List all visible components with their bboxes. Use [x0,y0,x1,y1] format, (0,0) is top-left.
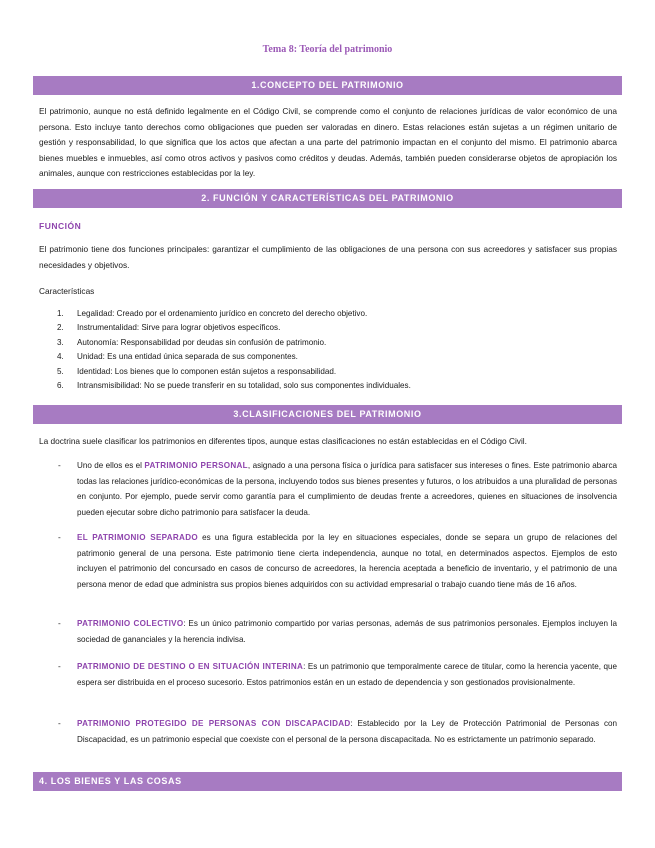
item-post: : Establecido por la Ley de Protección Patrimonial de Personas con Discapacidad, es un patrimonio especial que coexiste con el personal de la persona discapacitada. No es estrictamente un patrimonio separado. [77,719,617,744]
list-number: 4. [57,352,64,362]
bullet-dash: - [58,460,61,470]
list-number: 2. [57,323,64,333]
item-highlight: PATRIMONIO PROTEGIDO DE PERSONAS CON DISCAPACIDAD [77,719,351,728]
list-number: 5. [57,366,64,376]
section-4-header: 4. LOS BIENES Y LAS COSAS [33,772,622,791]
document-title: Tema 8: Teoría del patrimonio [262,44,393,55]
classification-text [77,458,617,520]
funcion-subheading: FUNCIÓN [39,221,82,231]
list-item [57,350,617,364]
item-post: : Es un único patrimonio compartido por varias personas, además de sus patrimonios personales. Ejemplos incluyen la sociedad de gananciales y la herencia indivisa. [77,619,617,644]
classification-text [77,530,617,592]
item-highlight: PATRIMONIO PERSONAL [144,461,248,470]
list-text: Identidad: Los bienes que lo componen están sujetos a responsabilidad. [77,366,337,376]
classification-item-personal [58,458,617,520]
list-item [57,365,617,379]
caracteristicas-list [57,307,617,393]
classification-item-colectivo [58,616,617,647]
list-text: Intransmisibilidad: No se puede transferir en su totalidad, solo sus componentes individuales. [77,381,411,391]
bullet-dash: - [58,532,61,542]
bullet-dash: - [58,661,61,671]
list-text: Legalidad: Creado por el ordenamiento jurídico en concreto del derecho objetivo. [77,309,368,318]
section-3-header: 3.CLASIFICACIONES DEL PATRIMONIO [33,405,622,424]
list-text: Unidad: Es una entidad única separada de sus componentes. [77,352,298,362]
list-item [57,307,617,321]
funcion-paragraph: El patrimonio tiene dos funciones principales: garantizar el cumplimiento de las obligaciones de una persona con sus acreedores y satisfacer sus propias necesidades y objetivos. [39,244,617,270]
item-pre: Uno de ellos es el [77,461,145,470]
classification-text [77,659,617,690]
section-2-header: 2. FUNCIÓN Y CARACTERÍSTICAS DEL PATRIMONIO [33,189,622,208]
item-highlight: PATRIMONIO COLECTIVO [77,619,184,628]
bullet-dash: - [58,718,61,728]
classification-item-protegido [58,716,617,747]
list-text: Instrumentalidad: Sirve para lograr objetivos específicos. [77,323,281,333]
list-number: 1. [57,309,64,318]
item-highlight: EL PATRIMONIO SEPARADO [77,533,198,542]
section-1-paragraph: El patrimonio, aunque no está definido legalmente en el Código Civil, se comprende como el conjunto de relaciones jurídicas de valor económico de una persona. Esto incluye tanto derechos como obligaciones que pueden ser valoradas en dinero. Estas relaciones están sujetas a un régimen unitario de gestión y responsabilidad, lo que significa que los actos que afectan a una parte del patrimonio impactan en el conjunto del mismo. El patrimonio abarca bienes muebles e inmuebles, así como otros activos y pasivos como créditos y deudas. Además, también pueden considerarse objetos de apropiación los animales, aunque con restricciones establecidas por la ley. [39,106,617,179]
list-item [57,336,617,350]
list-item [57,321,617,335]
section-1-header: 1.CONCEPTO DEL PATRIMONIO [33,76,622,95]
item-highlight: PATRIMONIO DE DESTINO O EN SITUACIÓN INTERINA [77,662,304,671]
list-number: 6. [57,381,64,391]
item-post: : Es un patrimonio que temporalmente carece de titular, como la herencia yacente, que espera ser distribuida en el proceso sucesorio. Estos patrimonios están en un estado de dependencia y son gestionados provisionalmente. [77,662,617,687]
bullet-dash: - [58,618,61,628]
item-post: , asignado a una persona física o jurídica para satisfacer sus intereses o fines. Este patrimonio abarca todas las relaciones jurídico-económicas de la persona, incluyendo todos sus bienes presentes y futuros, o los atribuidos a una pluralidad de personas en conjunto. Por ejemplo, puede servir como garantía para el cumplimiento de deudas frente a acreedores, quienes en situaciones de insolvencia pueden ejecutar sobre dicho patrimonio para satisfacer la deuda. [77,461,617,517]
classification-text [77,716,617,747]
classification-item-destino [58,659,617,690]
classification-text [77,616,617,647]
section-3-intro: La doctrina suele clasificar los patrimonios en diferentes tipos, aunque estas clasificaciones no están establecidas en el Código Civil. [39,436,527,446]
item-post: es una figura establecida por la ley en situaciones especiales, donde se separa un grupo de relaciones del patrimonio general de una persona. Este patrimonio tiene cierta independencia, aunque no total, en determinados aspectos. Ejemplos de esto incluyen el patrimonio del concursado en casos de concurso de acreedores, la herencia aceptada a beneficio de inventario, y el patrimonio de una persona menor de edad que administra sus propios bienes adquiridos con su actividad empresarial o trabajo cuando tiene más de 16 años. [77,533,617,589]
list-item [57,379,617,393]
caracteristicas-label: Características [39,286,95,296]
list-number: 3. [57,337,64,347]
list-text: Autonomía: Responsabilidad por deudas sin confusión de patrimonio. [77,337,327,347]
classification-item-separado [58,530,617,592]
